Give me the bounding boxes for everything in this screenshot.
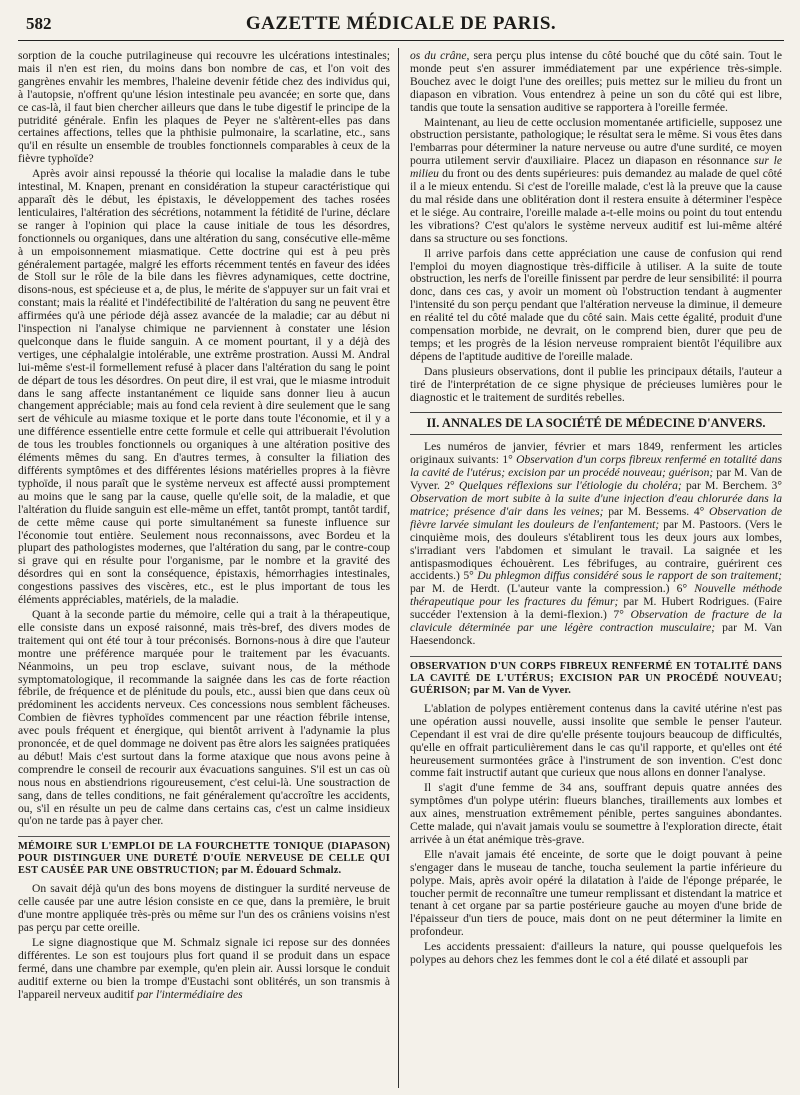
paragraph — [410, 50, 782, 115]
paragraph: sorption de la couche putrilagineuse qui recouvre les ulcérations intestinales; mais il n'en est rien, du moins dans bon nombre de cas, et l'on voit des gangrènes envahir les membres, l'haleine devenir fétide chez des individus qui, à l'autopsie, n'offrent qu'une lésion intestinale peu avancée; en sorte que, dans ce cas-là, il faut bien chercher ailleurs que dans le tube digestif le principe de la putridité générale. Enfin les plaques de Peyer ne s'altèrent-elles pas dans certaines affections, telles que la phthisie pulmonaire, la scarlatine, etc., sans qu'il en résulte un ensemble de troubles fonctionnels comparables à ceux de la fièvre typhoïde? — [18, 50, 390, 166]
intro-text: par M. Van de Vyver. 2° — [410, 466, 782, 493]
paragraph-text: Maintenant, au lieu de cette occlusion momentanée artificielle, supposez une obstruction persistante, pathologique; le résultat sera le même. Si vous êtes dans l'embarras pour déterminer la nature nerveuse ou autre d'une surdité, ce moyen pourra utilement servir d'auxiliaire. Placez un diapason en résonnance — [410, 115, 782, 168]
paragraph: Quant à la seconde partie du mémoire, celle qui a trait à la thérapeutique, elle consiste dans un exposé raisonné, mais très-bref, des divers modes de traitement qui ont été tour à tour préconisés. Bornons-nous à dire que l'auteur montre une préférence marquée pour le traitement par les évacuants. Néanmoins, un peu trop esclave, suivant nous, de la méthode symptomatologique, il recommande la saignée dans les cas de forte réaction fébrile, de fréquence et de plénitude du pouls, etc., aussi bien que dans ceux où prédominent les accidents nerveux. Ces concessions nous semblent fâcheuses. Combien de fièvres typhoïdes commencent par une réaction fébrile intense, avec pouls fréquent et énergique, qui bientôt arrivent à l'adynamie la plus prononcée, et de quel dommage ne doivent pas être alors les saignées pratiquées au début! Mais c'est surtout dans la forme ataxique que nous avons peine à comprendre le conseil de recourir aux évacuations sanguines. S'il est un cas où nous nous en abstiendrions rigoureusement, c'est celui-là. Une soustraction de sang, dans de telles conditions, ne fait généralement qu'accroître les accidents, ou, s'il en résulte un peu de calme dans certains cas, c'est un calme insidieux qu'on ne tarde pas à payer cher. — [18, 607, 390, 828]
intro-italic: Observation de fracture de la clavicule déterminée par une légère contraction musculaire; — [410, 608, 782, 635]
observation-title — [410, 656, 782, 697]
paragraph: Les accidents pressaient: d'ailleurs la nature, qui pousse quelquefois les polypes au dehors chez les femmes dont le col a été dilaté et assoupli par — [410, 940, 782, 967]
paragraph: Après avoir ainsi repoussé la théorie qui localise la maladie dans le tube intestinal, M. Knapen, prenant en considération la stupeur caractéristique qui apparaît dès le début, les épistaxis, le développement des taches rosées lenticulaires, l'altération des sécrétions, notamment la fétidité de l'urine, déclare se ranger à l'opinion qui place la cause initiale de tous les désordres, fonctionnels ou organiques, dans une altération du sang, consécutive elle-même à un empoisonnement miasmatique. Cette doctrine qui est à peu près généralement partagée, malgré les efforts récemment tentés en faveur des idées de Stoll sur le rôle de la bile dans les fièvres adynamiques, cette doctrine, disons-nous, est spécieuse et a, de plus, le mérite de s'appuyer sur un fait vrai et constant; mais la réalité et l'indéfectibilité de l'altération du sang ne peuvent être affirmées qu'à une période déjà assez avancée de la maladie; car au début ni l'inspection ni l'analyse chimique ne parviennent à constater une lésion quelconque dans le fluide sanguin. A ce moment pourtant, il y a déjà des vertiges, une céphalalgie intolérable, une extrême prostration. Aussi M. Andral lui-même s'est-il formellement refusé à placer dans l'altération du sang le point de départ de tous les désordres. On peut dire, il est vrai, que le miasme introduit dans le sang affecte instantanément ce liquide sans donner lieu à aucun changement appréciable; mais au fond cela revient à dire seulement que le sang sert de véhicule au miasme toxique et le porte dans toute l'économie, et il y a une différence essentielle entre cette formule et celle qui attribuerait l'évolution de tous les troubles fonctionnels ou organiques à une altération positive des éléments mêmes du sang. En d'autres termes, à consulter la filiation des différents symptômes et des différentes lésions matérielles propres à la fièvre typhoïde, il nous paraît que le système nerveux est affecté aussi promptement au moins que le sang par la cause, quelle qu'elle soit, de la maladie, et que l'altération du fluide sanguin est elle-même un effet, tantôt prompt, tantôt tardif, de cette même cause qui porte simultanément sa funeste influence sur l'économie tout entière. Seulement nous reconnaissons, avec Bordeu et la plupart des pathologistes modernes, que l'altération du sang, par le contre-coup si grave qui en résulte pour l'organisme, par le nombre et la gravité des désordres qui en sont la conséquence, épistaxis, hémorrhagies intestinales, congestions passives des viscères, etc., est le plus important de tous les éléments appréciables, matériels, de la maladie. — [18, 167, 390, 607]
right-column — [410, 50, 782, 1088]
paragraph-text: Le signe diagnostique que M. Schmalz signale ici repose sur des données différentes. Le son est toujours plus fort quand il se produit dans un espace fermé, dans une chambre par exemple, qu'en plein air. Aussi lorsque le conduit auditif externe ou bien la trompe d'Eustachi sont oblitérés, un son transmis à l'appareil nerveux auditif — [18, 936, 390, 1001]
paragraph — [18, 937, 390, 1002]
journal-title: GAZETTE MÉDICALE DE PARIS. — [245, 13, 557, 34]
page-header — [18, 10, 784, 41]
intro-text: par M. Hubert Rodrigues. (Faire succéder l'extension à la demi-flexion.) 7° — [410, 595, 782, 622]
observation-title-text: OBSERVATION D'UN CORPS FIBREUX RENFERMÉ EN TOTALITÉ DANS LA CAVITÉ DE L'UTÉRUS; EXCISION PAR UN PROCÉDÉ NOUVEAU; GUÉRISON; — [410, 660, 782, 696]
paragraph-italic: sur le milieu — [410, 154, 782, 181]
intro-text: par M. Pastoors. (Vers le cinquième mois, des douleurs s'établirent tous les deux jours aux lombes, s'irradiant vers l'abdomen et simulant le travail. La saignée et les antispasmodiques échouèrent. Les fébrifuges, au contraire, guérirent ces accidents.) 5° — [410, 517, 782, 583]
observation-author: par M. Van de Vyver. — [470, 684, 572, 696]
intro-text: par M. Berchem. 3° — [681, 479, 782, 493]
intro-text: par M. Bessems. 4° — [603, 504, 705, 518]
intro-text: par M. Van Haesendonck. — [410, 621, 782, 647]
paragraph: Elle n'avait jamais été enceinte, de sorte que le doigt pouvant à peine s'engager dans le museau de tanche, toucha seulement la partie inférieure du polype. Mais, après avoir opéré la dilatation à l'aide de l'éponge préparée, le toucher permit de reconnaître une tumeur remplissant et distendant la matrice et tenant à cet organe par sa partie postérieure gauche au moyen d'une bride de l'épaisseur d'un tiers de pouce, mais dont on ne peut déterminer la limite en profondeur. — [410, 847, 782, 939]
left-column — [18, 50, 390, 1088]
paragraph-italic: par l'intermédiaire des — [134, 987, 243, 1001]
paragraph — [410, 117, 782, 246]
paragraph: Il arrive parfois dans cette appréciation une cause de confusion qui rend l'emploi du moyen diagnostique très-difficile à utiliser. A la suite de toute obstruction, les nerfs de l'oreille finissent par perdre de leur sensibilité: il pourra donc, dans ces cas, y avoir un moment où l'obstruction tendant à augmenter l'intensité du son perçu pendant que l'altération nerveuse la diminue, il demeure en réalité tel du côté malade que du côté sain. Mais cette égalité, produit d'une compensation morbide, ne devrait, on le comprend bien, durer que peu de temps; et les progrès de la lésion nerveuse rompraient bientôt l'équilibre aux dépens de l'aptitude auditive de l'oreille malade. — [410, 246, 782, 363]
paragraph-text: du front ou des dents supérieures: puis demandez au malade de quel côté il a le mieux entendu. Si c'est de l'oreille malade, c'est là la preuve que la cause du mal réside dans une oblitération dont il restera ensuite à déterminer l'espèce et le siége. Au contraire, l'oreille malade a-t-elle moins ou point du tout entendu les vibrations? C'est qu'alors le système nerveux auditif est lui-même altéré dans sa structure ou ses fonctions. — [410, 167, 782, 245]
article-title-text: MÉMOIRE SUR L'EMPLOI DE LA FOURCHETTE TONIQUE (DIAPASON) POUR DISTINGUER UNE DURETÉ D'OUÏE NERVEUSE DE CELLE QUI EST CAUSÉE PAR UNE OBSTRUCTION; — [18, 841, 390, 877]
article-title — [18, 836, 390, 877]
intro-italic: Observation de fièvre larvée simulant les douleurs de l'enfantement; — [410, 504, 782, 531]
column-divider — [398, 48, 399, 1088]
paragraph-text: sera perçu plus intense du côté bouché que du côté sain. Tout le monde peut s'en assurer immédiatement par une expérience très-simple. Bouchez avec le doigt l'une des oreilles; puis mettez sur le milieu du front un diapason en vibration. Vous entendrez à peine un son du côté qui est libre, tandis que toute la sensation auditive se rapportera à l'oreille fermée. — [410, 50, 782, 114]
page-number: 582 — [26, 14, 52, 33]
intro-italic: Observation de mort subite à la suite d'une injection d'eau chlorurée dans la matrice; présence d'air dans les veines; — [410, 492, 782, 518]
article-author: par M. Édouard Schmalz. — [218, 865, 342, 877]
paragraph: Il s'agit d'une femme de 34 ans, souffrant depuis quatre années des symptômes d'un polype utérin: flueurs blanches, tiraillements aux lombes et aux aines, menstruation extrêmement pénible, pertes sanguines abondantes. Cette malade, qui n'avait jamais voulu se soumettre à l'exploration directe, était arrivée à un état anémique très-grave. — [410, 781, 782, 846]
paragraph: Dans plusieurs observations, dont il publie les principaux détails, l'auteur a tiré de l'interprétation de ce signe physique de précieuses lumières pour le diagnostic et le traitement de surdités rebelles. — [410, 364, 782, 404]
section-heading: II. ANNALES DE LA SOCIÉTÉ DE MÉDECINE D'ANVERS. — [410, 412, 782, 435]
intro-italic: Du phlegmon diffus considéré sous le rapport de son traitement; — [473, 569, 782, 583]
intro-italic: Nouvelle méthode thérapeutique pour les fractures du fémur; — [410, 582, 782, 609]
intro-text: par M. de Herdt. (L'auteur vante la compression.) 6° — [410, 582, 688, 596]
paragraph: On savait déjà qu'un des bons moyens de distinguer la surdité nerveuse de celle causée par une autre lésion consiste en ce que, dans la première, le bruit d'une montre appliquée très-près ou même sur l'un des os crâniens voisins n'est pas perçu par cette oreille. — [18, 882, 390, 935]
intro-italic: Quelques réflexions sur l'étiologie du choléra; — [454, 479, 682, 493]
paragraph — [410, 441, 782, 648]
intro-text: Les numéros de janvier, février et mars 1849, renferment les articles originaux suivants: 1° — [410, 440, 782, 467]
paragraph: L'ablation de polypes entièrement contenus dans la cavité utérine n'est pas une opération aussi nouvelle, aussi insolite que semble le penser l'auteur. Cependant il est vrai de dire qu'elle présente toujours beaucoup de difficultés, qu'elle en offrait particulièrement dans le cas qu'il rapporte, et qu'elles ont été heureusement surmontées grâce à l'instrument de son invention. C'est donc comme fait instructif autant que curieux que nous allons en donner l'analyse. — [410, 701, 782, 780]
paragraph-italic: os du crâne, — [410, 50, 470, 62]
intro-italic: Observation d'un corps fibreux renfermé en totalité dans la cavité de l'utérus; excision par un procédé nouveau; guérison; — [410, 453, 782, 480]
